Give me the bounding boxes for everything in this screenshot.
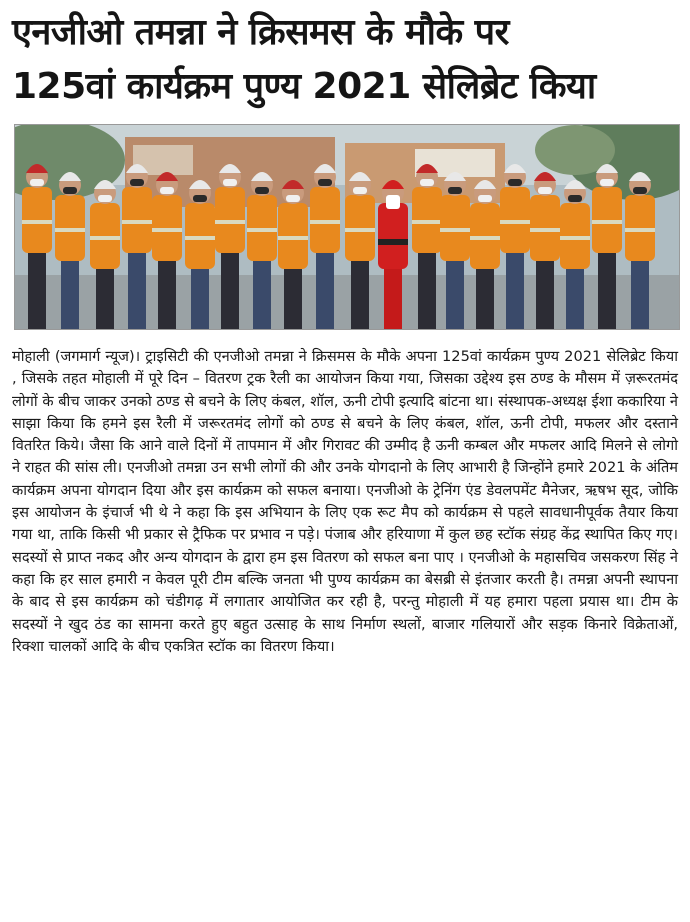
headline-line-2: 125वां कार्यक्रम पुण्य 2021 सेलिब्रेट किया <box>12 66 596 107</box>
article-body: मोहाली (जगमार्ग न्यूज)। ट्राइसिटी की एनजीओ तमन्ना ने क्रिसमस के मौके अपना 125वां कार्यक्रम पुण्य 2021 सेलिब्रेट किया , जिसके तहत मोहाली में पूरे दिन – वितरण ट्रक रैली का आयोजन किया गया, जिसका उद्देश्य इस ठण्ड के मौसम में ज़रूरतमंद लोगों के बीच जाकर उनको ठण्ड से बचने के लिए कंबल, शॉल, ऊनी टोपी इत्यादि बांटना था। संस्थापक-अध्यक्ष ईशा ककारिया ने साझा किया कि हमने इस रैली में जरूरतमंद लोगों को ठण्ड से बचने के लिए कंबल, शॉल, ऊनी टोपी, मफलर और दस्ताने वितरित किये। जैसा कि आने वाले दिनों में तापमान में और गिरावट की उम्मीद है ऊनी कम्बल और मफलर आदि मिलने से लोगो ने राहत की सांस ली। एनजीओ तमन्ना उन सभी लोगों की और उनके योगदानो के लिए आभारी है जिन्होंने हमारे 2021 के अंतिम कार्यक्रम अपना योगदान दिया और इस कार्यक्रम को सफल बनाया। एनजीओ के ट्रेनिंग एंड डेवलपमेंट मैनेजर, ऋषभ सूद, जोकि इस आयोजन के इंचार्ज भी थे ने कहा कि इस अभियान के लिए एक रूट मैप को कार्यक्रम से पहले सावधानीपूर्वक तैयार किया गया था, ताकि किसी भी प्रकार से ट्रैफिक पर प्रभाव न पड़े। पंजाब और हरियाणा में कुल छह स्टॉक संग्रह केंद्र स्थापित किए गए। सदस्यों से प्राप्त नकद और अन्य योगदान के द्वारा हम इस वितरण को सफल बना पाए । एनजीओ के महासचिव जसकरण सिंह ने कहा कि हर साल हमारी न केवल पूरी टीम बल्कि जनता भी पुण्य कार्यक्रम का बेसब्री से इंतजार करती है। तमन्ना अपनी स्थापना के बाद से इस कार्यक्रम को चंडीगढ़ में लगातार आयोजित कर रही है, परन्तु मोहाली में यह हमारा पहला प्रयास था। टीम के सदस्यों ने खुद ठंड का सामना करते हुए बहुत उत्साह के साथ निर्माण स्थलों, बाजार गलियारों और सड़क किनारे विक्रेताओं, रिक्शा चालकों आदि के बीच एकत्रित स्टॉक का वितरण किया। <box>12 348 678 655</box>
group-photo-icon <box>15 125 679 329</box>
article-photo <box>14 124 680 330</box>
headline <box>12 0 678 114</box>
headline-line-1: एनजीओ तमन्ना ने क्रिसमस के मौके पर <box>12 12 509 53</box>
